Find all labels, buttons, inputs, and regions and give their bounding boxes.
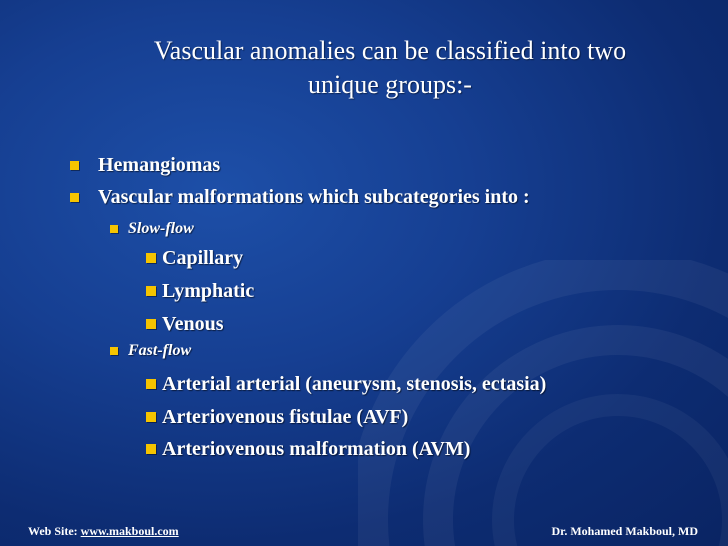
bullet-text: Arterial arterial (aneurysm, stenosis, ectasia) (162, 373, 547, 395)
website-link[interactable]: www.makboul.com (80, 524, 179, 538)
title-line-1: Vascular anomalies can be classified into two (153, 36, 627, 65)
footer (0, 510, 728, 546)
square-bullet-icon (70, 193, 79, 202)
footer-website (28, 524, 179, 539)
square-bullet-icon (146, 286, 156, 296)
bullet-text: Fast-flow (128, 342, 192, 359)
square-bullet-icon (146, 444, 156, 454)
bullet-text: Arteriovenous fistulae (AVF) (162, 406, 409, 428)
bullet-text: Lymphatic (162, 280, 255, 302)
bullet-text: Venous (162, 313, 224, 335)
slide-title (70, 34, 710, 102)
bullet-text: Slow-flow (128, 220, 194, 237)
bullet-text: Vascular malformations which subcategories into : (98, 186, 530, 208)
title-line-2: unique groups:- (308, 70, 472, 99)
square-bullet-icon (110, 347, 118, 355)
decorative-rings (358, 260, 728, 546)
bullet-text: Capillary (162, 247, 244, 269)
square-bullet-icon (146, 379, 156, 389)
bullet-text: Arteriovenous malformation (AVM) (162, 438, 471, 460)
square-bullet-icon (146, 253, 156, 263)
square-bullet-icon (110, 225, 118, 233)
website-label: Web Site: (28, 524, 78, 538)
footer-author: Dr. Mohamed Makboul, MD (551, 524, 698, 538)
square-bullet-icon (70, 161, 79, 170)
square-bullet-icon (146, 319, 156, 329)
bullet-text: Hemangiomas (98, 154, 221, 176)
square-bullet-icon (146, 412, 156, 422)
